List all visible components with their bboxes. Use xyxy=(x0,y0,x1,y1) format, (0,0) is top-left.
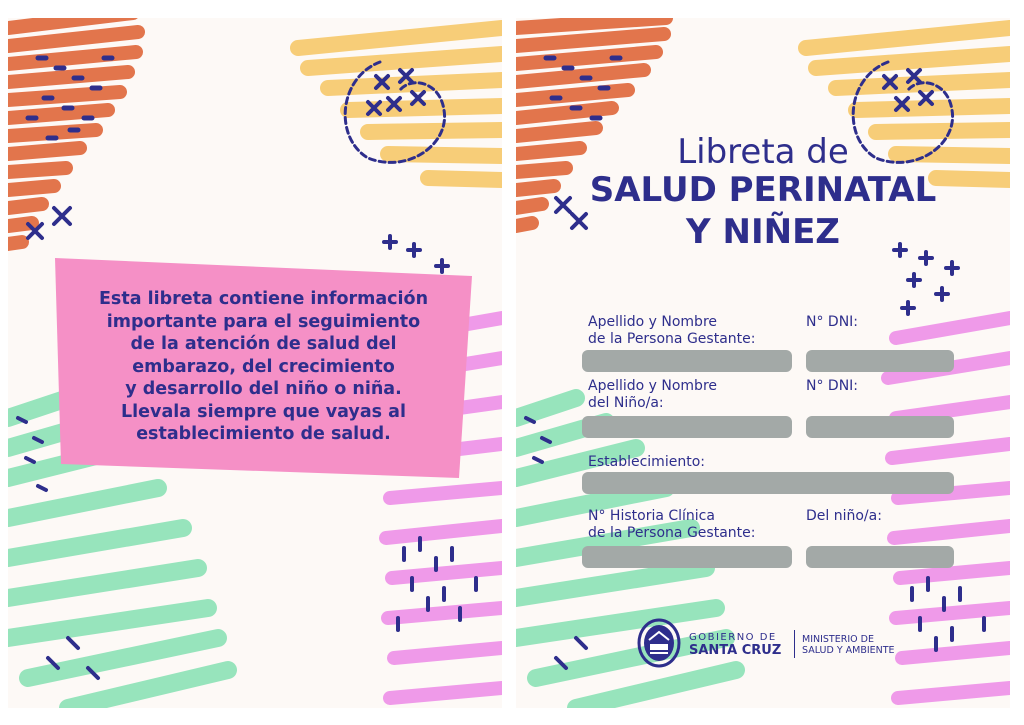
info-callout-box xyxy=(55,258,472,478)
title-line-1: Libreta de xyxy=(677,132,849,172)
back-cover-panel xyxy=(8,18,502,708)
nino-dni-label: N° DNI: xyxy=(806,378,859,394)
nino-name-label xyxy=(588,378,717,412)
gov-line-1: GOBIERNO DE xyxy=(689,632,777,643)
info-line: y desarrollo del niño o niña. xyxy=(125,379,402,399)
gestante-dni-label: N° DNI: xyxy=(806,314,859,330)
info-line: Esta libreta contiene información xyxy=(98,289,429,309)
label-line: N° Historia Clínica xyxy=(588,508,715,524)
establecimiento-field[interactable] xyxy=(582,472,954,494)
label-line: del Niño/a: xyxy=(588,395,664,411)
nino-dni-field[interactable] xyxy=(806,416,954,438)
info-line: Llevala siempre que vayas al xyxy=(121,401,406,422)
ministry-text xyxy=(802,634,895,656)
historia-clinica-field[interactable] xyxy=(582,546,792,568)
title-line-3: Y NIÑEZ xyxy=(686,212,840,252)
historia-clinica-label xyxy=(588,508,755,542)
info-text xyxy=(55,288,472,446)
front-cover-panel xyxy=(516,18,1010,708)
provincial-crest-icon xyxy=(636,618,682,668)
ministry-line-2: SALUD Y AMBIENTE xyxy=(802,645,895,656)
government-footer xyxy=(634,618,934,668)
footer-divider xyxy=(794,630,795,658)
info-line: embarazo, del crecimiento xyxy=(132,356,395,377)
title-line-2: SALUD PERINATAL xyxy=(589,170,937,210)
gov-line-2: SANTA CRUZ xyxy=(689,643,782,658)
label-line: Apellido y Nombre xyxy=(588,378,718,394)
info-line: de la atención de salud del xyxy=(130,334,397,354)
nino-name-field[interactable] xyxy=(582,416,792,438)
ministry-line-1: MINISTERIO DE xyxy=(802,634,874,645)
gestante-name-field[interactable] xyxy=(582,350,792,372)
label-line: de la Persona Gestante: xyxy=(588,331,756,347)
establecimiento-label: Establecimiento: xyxy=(588,454,705,470)
gestante-dni-field[interactable] xyxy=(806,350,954,372)
historia-nino-field[interactable] xyxy=(806,546,954,568)
del-nino-label: Del niño/a: xyxy=(806,508,882,524)
label-line: de la Persona Gestante: xyxy=(588,525,756,541)
gestante-name-label xyxy=(588,314,755,348)
label-line: Apellido y Nombre xyxy=(588,314,718,330)
info-line: establecimiento de salud. xyxy=(136,424,391,444)
info-line: importante para el seguimiento xyxy=(106,311,421,332)
